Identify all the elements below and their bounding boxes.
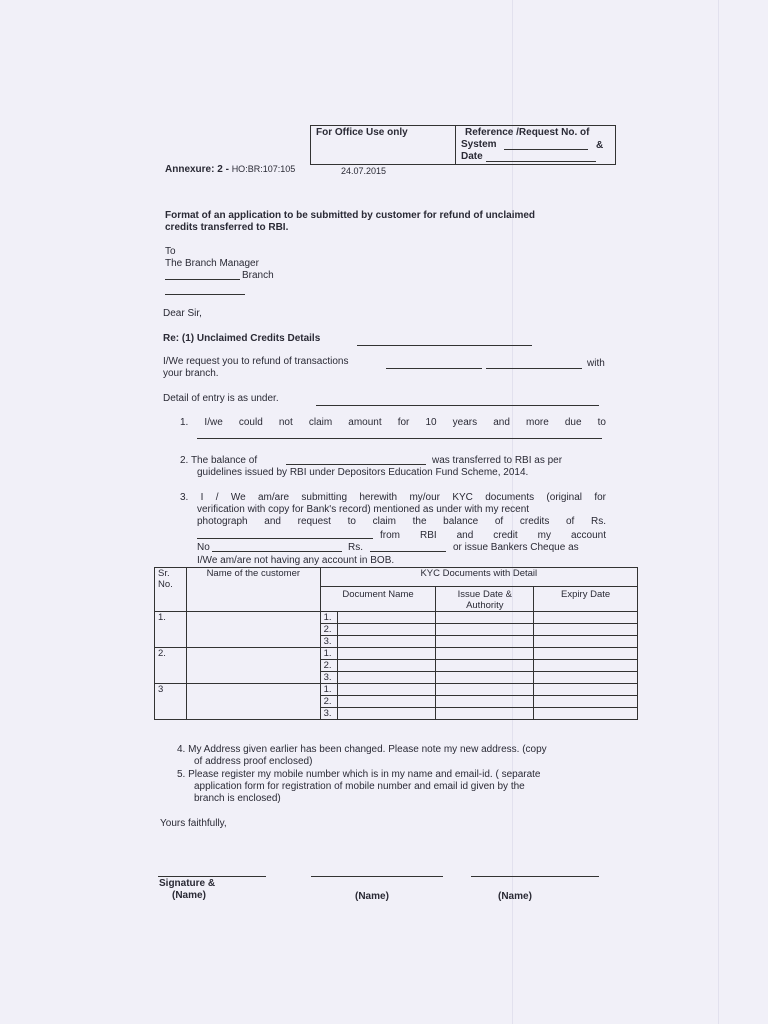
item-3-line-4: from RBI and credit my account bbox=[380, 530, 606, 541]
request-blank-2 bbox=[486, 368, 582, 369]
request-with: with bbox=[587, 358, 605, 369]
cell-sr-no: 1. bbox=[155, 612, 187, 648]
request-blank-1 bbox=[386, 368, 482, 369]
cell-expiry-date[interactable] bbox=[534, 660, 638, 672]
cell-expiry-date[interactable] bbox=[534, 696, 638, 708]
cell-issue-date[interactable] bbox=[436, 660, 534, 672]
date-label: Date bbox=[461, 151, 483, 162]
header-sr: Sr. bbox=[158, 568, 170, 579]
annexure-line bbox=[165, 163, 295, 176]
annexure-label: Annexure: 2 - bbox=[165, 164, 229, 175]
cell-issue-date[interactable] bbox=[436, 684, 534, 696]
kyc-table bbox=[154, 567, 638, 720]
cell-expiry-date[interactable] bbox=[534, 684, 638, 696]
header-sr-no bbox=[155, 568, 187, 612]
table-row bbox=[155, 612, 638, 624]
cell-expiry-date[interactable] bbox=[534, 624, 638, 636]
signature-line-3 bbox=[471, 876, 599, 877]
document-row-number: 3. bbox=[323, 672, 332, 683]
table-row bbox=[155, 684, 638, 696]
signature-line-1 bbox=[158, 876, 266, 877]
header-issue-line-1: Issue Date & bbox=[457, 589, 512, 600]
address-manager: The Branch Manager bbox=[165, 258, 259, 269]
cell-document-name[interactable] bbox=[320, 648, 436, 660]
item-3-amount-blank bbox=[197, 538, 373, 539]
cell-issue-date[interactable] bbox=[436, 624, 534, 636]
cell-customer-name[interactable] bbox=[186, 684, 320, 720]
detail-entry-blank bbox=[316, 405, 599, 406]
annexure-date: 24.07.2015 bbox=[341, 166, 387, 176]
page-fold-line bbox=[718, 0, 719, 1024]
header-customer-name: Name of the customer bbox=[186, 568, 320, 612]
item-4-line-1: 4. My Address given earlier has been changed. Please note my new address. (copy bbox=[177, 744, 547, 755]
cell-sr-no: 2. bbox=[155, 648, 187, 684]
cell-expiry-date[interactable] bbox=[534, 636, 638, 648]
cell-customer-name[interactable] bbox=[186, 612, 320, 648]
item-3-line-6: I/We am/are not having any account in BOB. bbox=[197, 555, 395, 566]
item-5-line-1: 5. Please register my mobile number which is in my name and email-id. ( separate bbox=[177, 769, 541, 780]
reference-label: Reference /Request No. of bbox=[465, 127, 590, 138]
system-blank bbox=[504, 149, 588, 150]
document-row-number: 2. bbox=[323, 660, 332, 671]
cell-document-name[interactable] bbox=[320, 612, 436, 624]
heading-line-2: credits transferred to RBI. bbox=[165, 222, 289, 233]
cell-document-name[interactable] bbox=[320, 636, 436, 648]
re-line: Re: (1) Unclaimed Credits Details bbox=[163, 333, 321, 344]
signature-label: Signature & bbox=[159, 878, 216, 889]
cell-expiry-date[interactable] bbox=[534, 648, 638, 660]
closing: Yours faithfully, bbox=[160, 818, 227, 829]
table-row bbox=[155, 648, 638, 660]
branch-blank bbox=[165, 279, 240, 280]
cell-issue-date[interactable] bbox=[436, 636, 534, 648]
header-expiry-date: Expiry Date bbox=[534, 587, 638, 612]
item-3-rs-blank bbox=[370, 551, 446, 552]
re-blank bbox=[357, 345, 532, 346]
document-row-number: 1. bbox=[323, 648, 332, 659]
item-3-no-label: No bbox=[197, 542, 210, 553]
cell-document-name[interactable] bbox=[320, 660, 436, 672]
office-box-divider bbox=[455, 126, 456, 164]
cell-expiry-date[interactable] bbox=[534, 612, 638, 624]
cell-issue-date[interactable] bbox=[436, 648, 534, 660]
header-issue-date bbox=[436, 587, 534, 612]
system-label: System bbox=[461, 139, 497, 150]
address-branch: Branch bbox=[242, 270, 274, 281]
header-issue-line-2: Authority bbox=[466, 600, 504, 611]
cell-document-name[interactable] bbox=[320, 684, 436, 696]
cell-document-name[interactable] bbox=[320, 624, 436, 636]
item-2-start: 2. The balance of bbox=[180, 455, 258, 466]
cell-expiry-date[interactable] bbox=[534, 708, 638, 720]
detail-entry-label: Detail of entry is as under. bbox=[163, 393, 279, 404]
cell-sr-no: 3 bbox=[155, 684, 187, 720]
address-to: To bbox=[165, 246, 176, 257]
item-3-line-1: 3. I / We am/are submitting herewith my/our KYC documents (original for bbox=[180, 492, 606, 503]
item-2-end: was transferred to RBI as per bbox=[432, 455, 563, 466]
item-1-line: 1. I/we could not claim amount for 10 years and more due to bbox=[180, 417, 606, 428]
document-row-number: 1. bbox=[323, 684, 332, 695]
item-2-line-2: guidelines issued by RBI under Depositors Education Fund Scheme, 2014. bbox=[197, 467, 529, 478]
item-4-line-2: of address proof enclosed) bbox=[194, 756, 313, 767]
signature-name-1: (Name) bbox=[172, 890, 206, 901]
document-row-number: 3. bbox=[323, 636, 332, 647]
ampersand: & bbox=[596, 140, 604, 151]
item-3-line-2: verification with copy for Bank's record) mentioned as under with my recent bbox=[197, 504, 530, 515]
item-2-blank bbox=[286, 464, 426, 465]
signature-name-3: (Name) bbox=[498, 891, 532, 902]
cell-issue-date[interactable] bbox=[436, 672, 534, 684]
item-5-line-2: application form for registration of mobile number and email id given by the bbox=[194, 781, 525, 792]
header-document-name: Document Name bbox=[320, 587, 436, 612]
salutation: Dear Sir, bbox=[163, 308, 202, 319]
header-kyc: KYC Documents with Detail bbox=[320, 568, 637, 587]
office-use-label: For Office Use only bbox=[316, 127, 408, 138]
request-line-2: your branch. bbox=[163, 368, 219, 379]
cell-document-name[interactable] bbox=[320, 708, 436, 720]
cell-issue-date[interactable] bbox=[436, 696, 534, 708]
item-3-rs-label: Rs. bbox=[348, 542, 363, 553]
header-no: No. bbox=[158, 579, 173, 590]
document-row-number: 2. bbox=[323, 696, 332, 707]
cell-document-name[interactable] bbox=[320, 696, 436, 708]
item-3-account-blank bbox=[212, 551, 342, 552]
request-line-1: I/We request you to refund of transactions bbox=[163, 356, 349, 367]
cell-document-name[interactable] bbox=[320, 672, 436, 684]
annexure-code: HO:BR:107:105 bbox=[231, 164, 296, 174]
signature-line-2 bbox=[311, 876, 443, 877]
item-3-line-3: photograph and request to claim the balance of credits of Rs. bbox=[197, 516, 606, 527]
item-3-cheque: or issue Bankers Cheque as bbox=[453, 542, 579, 553]
document-row-number: 2. bbox=[323, 624, 332, 635]
item-1-blank bbox=[197, 438, 602, 439]
cell-issue-date[interactable] bbox=[436, 708, 534, 720]
document-row-number: 3. bbox=[323, 708, 332, 719]
signature-name-2: (Name) bbox=[355, 891, 389, 902]
date-blank bbox=[486, 161, 596, 162]
cell-customer-name[interactable] bbox=[186, 648, 320, 684]
cell-expiry-date[interactable] bbox=[534, 672, 638, 684]
heading-line-1: Format of an application to be submitted by customer for refund of unclaimed bbox=[165, 210, 536, 221]
item-5-line-3: branch is enclosed) bbox=[194, 793, 281, 804]
cell-issue-date[interactable] bbox=[436, 612, 534, 624]
address-blank bbox=[165, 294, 245, 295]
document-row-number: 1. bbox=[323, 612, 332, 623]
